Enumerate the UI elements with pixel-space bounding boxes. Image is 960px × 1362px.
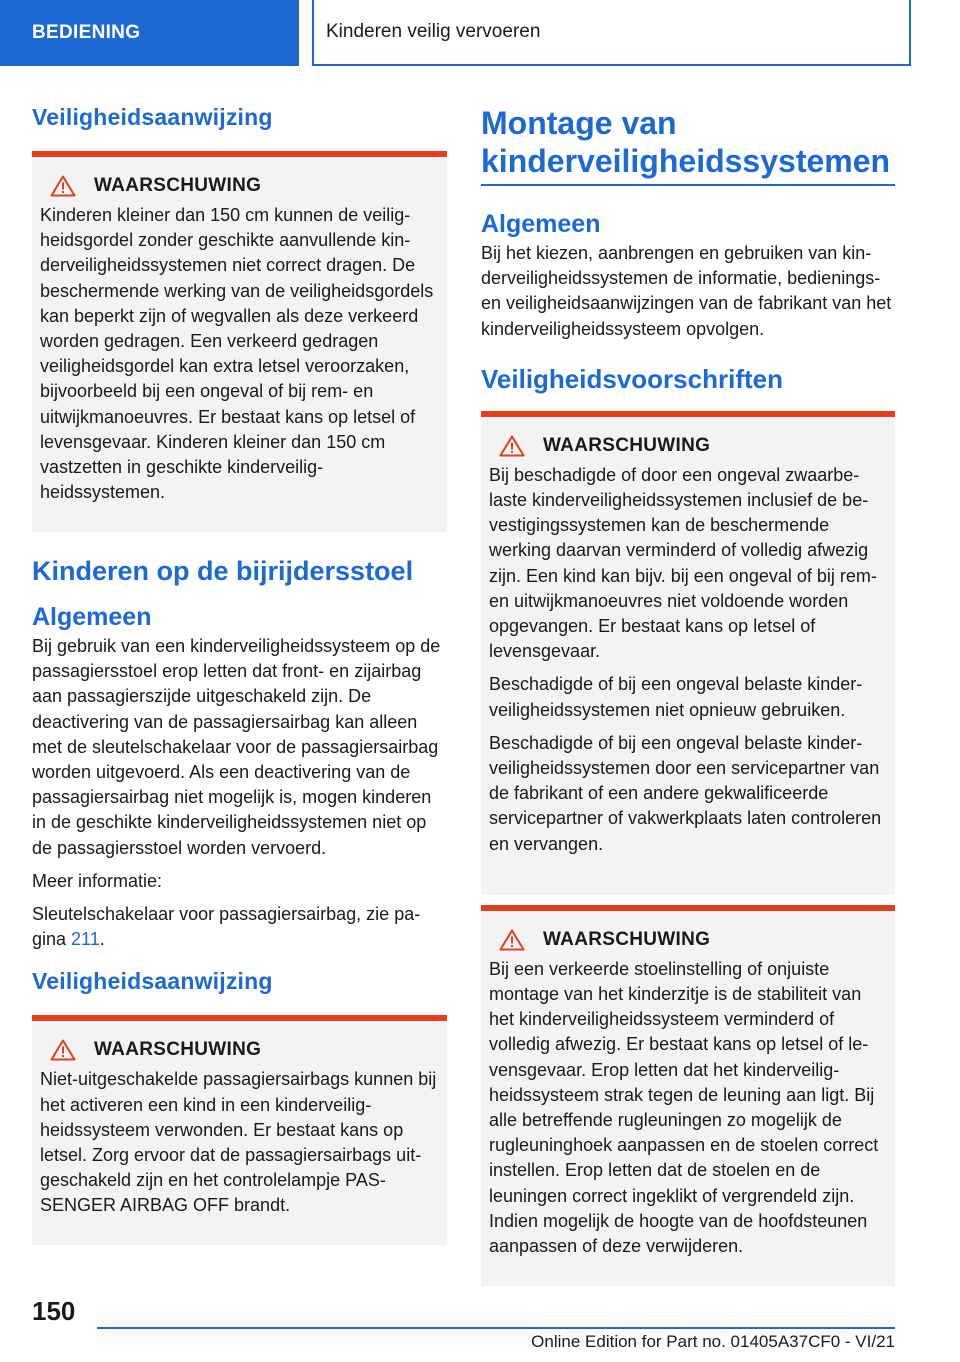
body-paragraph: Bij het kiezen, aanbrengen en gebruiken van kinderveiligheidssystemen de informatie, bedienings- en veiligheidsaanwijzingen van de fabrikant van het kinderveiligheidssysteem opvolgen. [481, 243, 892, 339]
warning-text: Beschadigde of bij een ongeval belaste kinderveiligheidssystemen door een servicepartner van de fabrikant of een andere gekwalificeerde servicepartner of vakwerkplaats laten controleren en vervangen. [489, 732, 882, 854]
reference-text: Sleutelschakelaar voor passagiersairbag, zie pagina [32, 904, 421, 950]
warning-triangle-icon [50, 1039, 76, 1061]
warning-label: WAARSCHUWING [543, 434, 711, 456]
warning-header [499, 929, 887, 951]
warning-text: Bij een verkeerde stoelinstelling of onjuiste montage van het kinderzitje is de stabiliteit van het kinderveiligheidssysteem verminderd of volledig afwezig. Er bestaat kans op letsel of levensgevaar. Erop letten dat het kinderveiligheidssysteem strak tegen de leuning aan ligt. Bij alle betreffende rugleuningen zo mogelijk de rugleuninghoek aanpassen en de stoelen correct instellen. Erop letten dat de stoelen en de leuningen correct ingeklikt of vergrendeld zijn. Indien mogelijk de hoogte van de hoofdsteunen aanpassen of deze verwijderen. [489, 958, 879, 1257]
cross-reference [32, 902, 447, 952]
warning-box [32, 151, 447, 532]
warning-label: WAARSCHUWING [94, 1039, 262, 1061]
warning-triangle-icon [50, 175, 76, 197]
section-tab: BEDIENING [0, 0, 299, 66]
left-column [32, 100, 447, 1245]
reference-end: . [99, 929, 105, 950]
warning-text: Niet-uitgeschakelde passagiersairbags kunnen bij het activeren een kind in een kinderveiligheidssysteem verwonden. Er bestaat kans op letsel. Zorg ervoor dat de passagiersairbags uitgeschakeld zijn en het controlelampje PASSENGER AIRBAG OFF brandt. [40, 1069, 437, 1216]
footer-divider [97, 1327, 895, 1329]
safety-heading: Veiligheidsaanwijzing [32, 968, 273, 995]
right-column [481, 104, 895, 1286]
section-heading: Kinderen op de bijrijdersstoel [32, 556, 414, 586]
warning-text: Bij beschadigde of door een ongeval zwaarbelaste kinderveiligheidssystemen inclusief de bevestigingssystemen kan de beschermende werking daarvan verminderd of volledig afwezig zijn. Een kind kan bijv. bij een ongeval of bij rem- en uitwijkmanoeuvres niet voldoende worden opgevangen. Er bestaat kans op letsel of levensgevaar. [489, 464, 877, 662]
body-paragraph: Bij gebruik van een kinderveiligheidssysteem op de passagiersstoel erop letten dat front- en zijairbag aan passagierszijde uitgeschakeld zijn. De deactivering van de passagiersairbag kan alleen met de sleutelschakelaar voor de passagiersairbag worden uitgevoerd. Als een deactivering van de passagiersairbag niet mogelijk is, mogen kinderen in de geschikte kinderveiligheidssystemen niet op de passagiersstoel worden vervoerd. [32, 636, 441, 858]
page-number: 150 [32, 1296, 76, 1326]
page-link[interactable]: 211 [71, 929, 100, 950]
warning-label: WAARSCHUWING [94, 175, 262, 196]
warning-box [481, 411, 895, 895]
edition-note: Online Edition for Part no. 01405A37CF0 - VI/21 [531, 1332, 895, 1351]
body-paragraph: Meer informatie: [32, 870, 163, 891]
subheading: Algemeen [32, 603, 152, 631]
warning-box [481, 905, 895, 1286]
warning-header [50, 1039, 439, 1061]
main-heading: Montage van kinderveiligheidssystemen [481, 104, 895, 186]
safety-heading: Veiligheidsaanwijzing [32, 104, 273, 130]
warning-header [50, 175, 439, 197]
warning-header [499, 435, 887, 457]
warning-triangle-icon [499, 929, 525, 951]
warning-label: WAARSCHUWING [543, 928, 711, 950]
warning-text: Kinderen kleiner dan 150 cm kunnen de veiligheidsgordel zonder geschikte aanvullende kinderveiligheidssystemen niet correct dragen. De beschermende werking van de veiligheidsgordels kan beperkt zijn of wegvallen als deze verkeerd worden gedragen. Een verkeerd gedragen veiligheidsgordel kan extra letsel veroorzaken, bijvoorbeeld bij een ongeval of bij rem- en uitwijkmanoeuvres. Er bestaat kans op letsel of levensgevaar. Kinderen kleiner dan 150 cm vastzetten in geschikte kinderveiligheidssystemen. [40, 205, 434, 503]
section-heading: Veiligheidsvoorschriften [481, 363, 783, 394]
warning-text: Beschadigde of bij een ongeval belaste kinderveiligheidssystemen niet opnieuw gebruiken. [489, 674, 863, 720]
page-header [0, 0, 960, 66]
subheading: Algemeen [481, 210, 601, 238]
warning-triangle-icon [499, 435, 525, 457]
chapter-title: Kinderen veilig vervoeren [312, 0, 911, 66]
warning-box [32, 1015, 447, 1245]
